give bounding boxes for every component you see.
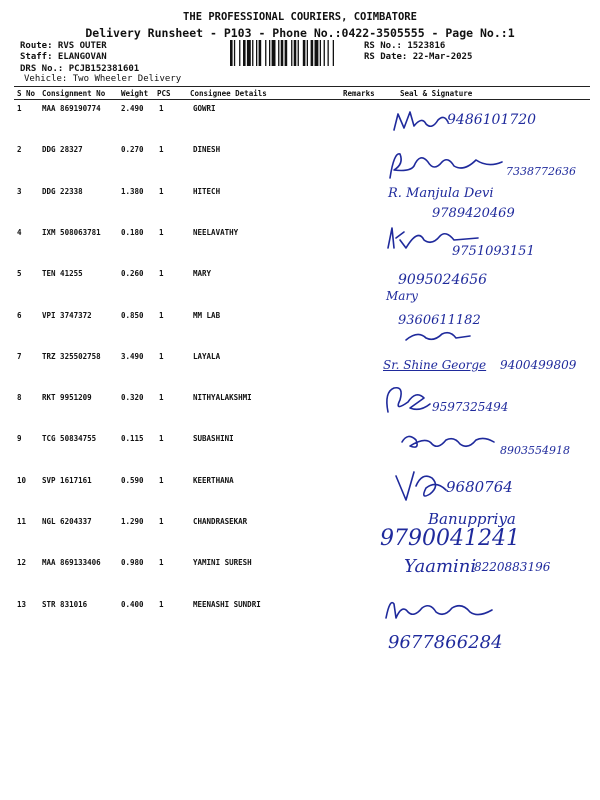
signature-12-name: Yaamini <box>404 556 477 577</box>
signature-1-scribble <box>392 108 452 134</box>
row-pcs: 1 <box>159 104 164 113</box>
signature-7-name: Sr. Shine George <box>383 358 487 372</box>
col-header-consignment: Consignment No <box>42 89 106 98</box>
row-sno: 13 <box>17 599 27 609</box>
barcode-bar <box>315 40 319 66</box>
col-header-seal: Seal & Signature <box>400 89 473 98</box>
barcode-bar <box>285 40 288 66</box>
signature-4-phone: 9751093151 <box>452 244 535 259</box>
route-label: Route: RVS OUTER <box>20 41 107 51</box>
signature-10-scribble <box>392 466 452 508</box>
barcode-bar <box>333 40 334 66</box>
row-weight: 0.180 <box>121 227 144 237</box>
barcode-bar <box>256 40 257 66</box>
row-consignee: DINESH <box>193 145 221 155</box>
row-consignment-no: SVP 1617161 <box>42 475 92 485</box>
signature-2-phone: 7338772636 <box>506 165 576 178</box>
rs-number: RS No.: 1523816 <box>364 41 446 51</box>
signature-12-phone: 8220883196 <box>474 560 551 574</box>
row-sno: 6 <box>17 310 22 320</box>
col-header-pcs: PCS <box>157 89 171 98</box>
row-consignee: HITECH <box>193 186 221 196</box>
signature-8-phone: 9597325494 <box>432 400 509 414</box>
row-pcs: 1 <box>159 558 164 568</box>
row-weight: 0.400 <box>121 599 144 609</box>
row-weight: 0.260 <box>121 269 144 279</box>
row-weight: 3.490 <box>121 351 144 361</box>
signature-6-scribble <box>404 326 474 344</box>
signature-7-phone: 9400499809 <box>500 358 577 372</box>
row-sno: 5 <box>17 269 22 279</box>
row-pcs: 1 <box>159 434 164 444</box>
row-consignee: CHANDRASEKAR <box>193 517 248 526</box>
signature-13-scribble <box>382 594 502 622</box>
barcode-bar <box>294 40 297 66</box>
row-pcs: 1 <box>159 351 164 361</box>
signature-13-phone: 9677866284 <box>388 632 503 653</box>
row-pcs: 1 <box>159 517 164 526</box>
col-header-consignee: Consignee Details <box>190 89 267 98</box>
rs-date: RS Date: 22-Mar-2025 <box>364 52 473 62</box>
row-consignee: YAMINI SURESH <box>193 558 252 568</box>
row-pcs: 1 <box>159 393 164 403</box>
col-header-weight: Weight <box>121 89 149 98</box>
row-sno: 8 <box>17 393 22 403</box>
signature-11-phone: 9790041241 <box>380 526 520 551</box>
signature-3-phone: 9789420469 <box>432 206 515 221</box>
row-sno: 9 <box>17 434 22 444</box>
signature-8-scribble <box>380 382 436 418</box>
row-consignment-no: MAA 869190774 <box>42 104 101 113</box>
row-consignee: LAYALA <box>193 351 221 361</box>
row-pcs: 1 <box>159 227 164 237</box>
signature-11-name: Banuppriya <box>428 510 516 528</box>
row-weight: 0.115 <box>121 434 144 444</box>
barcode-bar <box>239 40 240 66</box>
row-consignee: NITHYALAKSHMI <box>193 393 252 403</box>
row-consignee: SUBASHINI <box>193 434 234 444</box>
barcode-bar <box>307 40 308 66</box>
vehicle-label: Vehicle: Two Wheeler Delivery <box>24 74 182 84</box>
row-consignment-no: DDG 22338 <box>42 186 83 196</box>
barcode-bar <box>234 40 235 66</box>
row-consignment-no: IXM 508063781 <box>42 227 101 237</box>
col-header-remarks: Remarks <box>343 89 375 98</box>
barcode-bar <box>278 40 279 66</box>
row-pcs: 1 <box>159 186 164 196</box>
signature-2-scribble <box>384 148 514 182</box>
signature-5-phone: 9095024656 <box>398 272 488 288</box>
barcode-bar <box>243 40 246 66</box>
row-consignee: MEENASHI SUNDRI <box>193 599 261 609</box>
row-pcs: 1 <box>159 599 164 609</box>
company-title: THE PROFESSIONAL COURIERS, COIMBATORE <box>183 11 417 23</box>
barcode-bar <box>230 40 233 66</box>
row-weight: 1.290 <box>121 517 144 526</box>
row-consignment-no: DDG 28327 <box>42 145 83 155</box>
row-consignee: MM LAB <box>193 310 221 320</box>
signature-3-name: R. Manjula Devi <box>388 186 494 201</box>
row-consignee: GOWRI <box>193 104 216 113</box>
row-weight: 0.980 <box>121 558 144 568</box>
col-header-sno: S No <box>17 89 36 98</box>
row-consignment-no: NGL 6204337 <box>42 517 92 526</box>
row-pcs: 1 <box>159 269 164 279</box>
signature-10-phone: 9680764 <box>446 478 513 496</box>
table-header-bottom-rule <box>14 99 590 100</box>
row-pcs: 1 <box>159 145 164 155</box>
row-weight: 1.380 <box>121 186 144 196</box>
row-weight: 2.490 <box>121 104 144 113</box>
row-sno: 2 <box>17 145 22 155</box>
barcode-bar <box>320 40 321 66</box>
row-consignee: MARY <box>193 269 212 279</box>
barcode-bar <box>324 40 325 66</box>
barcode-bar <box>298 40 299 66</box>
row-consignee: NEELAVATHY <box>193 227 239 237</box>
row-pcs: 1 <box>159 310 164 320</box>
row-consignment-no: TEN 41255 <box>42 269 83 279</box>
row-consignment-no: TRZ 325502758 <box>42 351 101 361</box>
row-sno: 3 <box>17 186 22 196</box>
barcode-bar <box>247 40 251 66</box>
row-sno: 12 <box>17 558 27 568</box>
row-consignment-no: STR 831016 <box>42 599 88 609</box>
row-sno: 7 <box>17 351 22 361</box>
barcode-bar <box>303 40 306 66</box>
runsheet-subtitle: Delivery Runsheet - P103 - Phone No.:0422-3505555 - Page No.:1 <box>85 26 515 40</box>
signature-9-scribble <box>398 430 498 454</box>
row-consignment-no: TCG 50834755 <box>42 434 97 444</box>
row-weight: 0.590 <box>121 475 144 485</box>
barcode-bar <box>291 40 292 66</box>
barcode-bar <box>311 40 314 66</box>
signature-9-phone: 8903554918 <box>500 444 570 457</box>
staff-label: Staff: ELANGOVAN <box>20 52 107 62</box>
row-consignment-no: MAA 869133406 <box>42 558 101 568</box>
table-header-top-rule <box>14 86 590 87</box>
barcode-bar <box>252 40 253 66</box>
drs-number: DRS No.: PCJB152381601 <box>20 64 140 74</box>
row-consignment-no: VPI 3747372 <box>42 310 92 320</box>
barcode-bar <box>265 40 266 66</box>
barcode <box>230 40 358 66</box>
signature-5-name: Mary <box>386 289 418 303</box>
row-sno: 10 <box>17 475 27 485</box>
barcode-bar <box>328 40 329 66</box>
row-weight: 0.320 <box>121 393 144 403</box>
row-sno: 11 <box>17 517 27 526</box>
row-pcs: 1 <box>159 475 164 485</box>
row-consignment-no: RKT 9951209 <box>42 393 92 403</box>
barcode-bar <box>281 40 284 66</box>
barcode-bar <box>259 40 262 66</box>
signature-1-phone: 9486101720 <box>447 112 537 128</box>
row-consignee: KEERTHANA <box>193 475 234 485</box>
barcode-bar <box>269 40 270 66</box>
row-weight: 0.850 <box>121 310 144 320</box>
signature-6-phone: 9360611182 <box>398 313 481 328</box>
row-weight: 0.270 <box>121 145 144 155</box>
row-sno: 4 <box>17 227 22 237</box>
row-sno: 1 <box>17 104 22 113</box>
barcode-bar <box>272 40 276 66</box>
